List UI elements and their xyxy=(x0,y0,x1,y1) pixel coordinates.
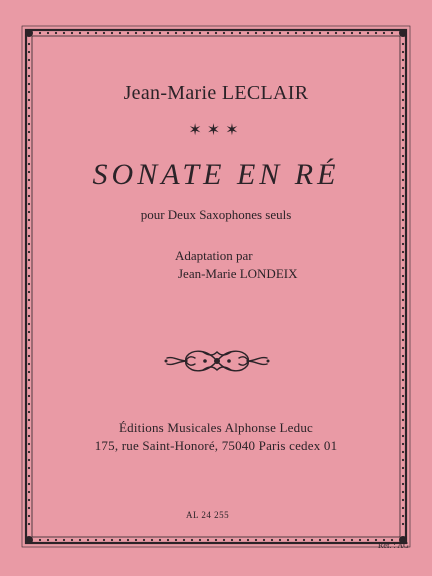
instrumentation-subtitle: pour Deux Saxophones seuls xyxy=(140,207,292,222)
publisher-name: Éditions Musicales Alphonse Leduc xyxy=(119,420,313,435)
reference-code: Réf. : AG xyxy=(378,541,409,550)
floral-ornament-icon xyxy=(163,346,271,376)
work-title: SONATE EN RÉ xyxy=(92,158,340,191)
catalog-number: AL 24 255 xyxy=(186,510,230,520)
composer-name: Jean-Marie LECLAIR xyxy=(123,82,309,104)
star-ornament: ✶✶✶ xyxy=(188,122,244,139)
adapter-name: Jean-Marie LONDEIX xyxy=(178,266,298,281)
adaptation-label: Adaptation par xyxy=(175,248,253,263)
publisher-address: 175, rue Saint-Honoré, 75040 Paris cedex 01 xyxy=(94,438,338,453)
